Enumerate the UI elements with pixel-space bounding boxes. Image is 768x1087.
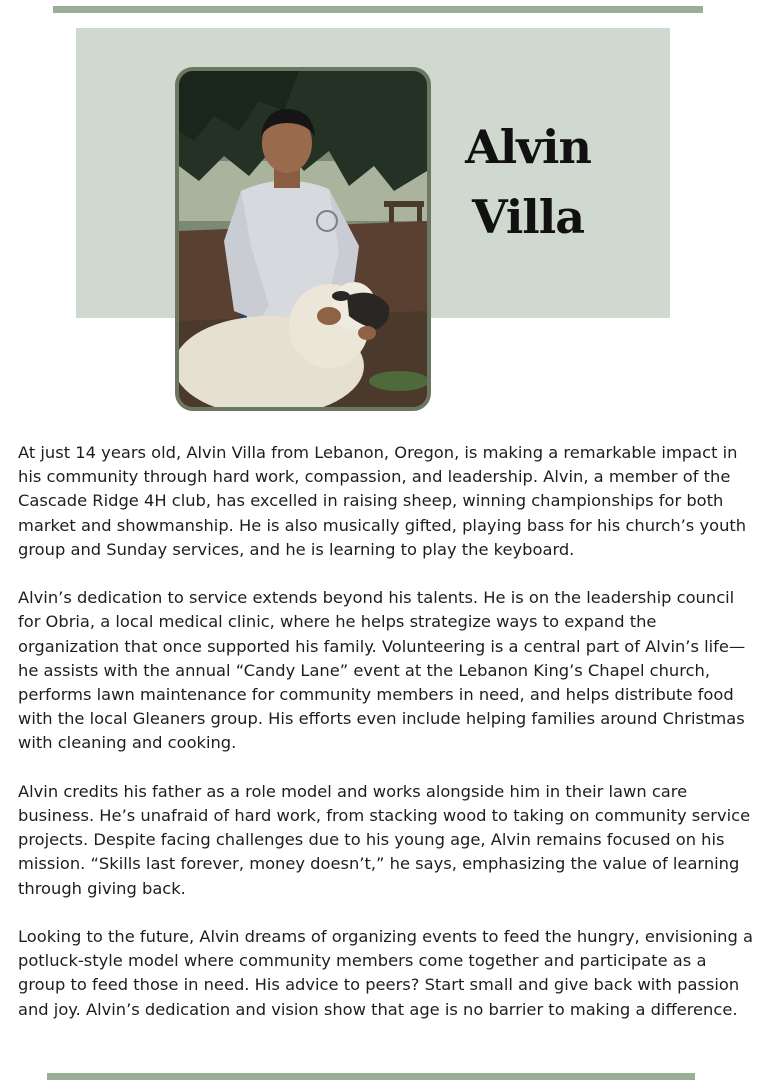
first-name: Alvin (465, 120, 591, 174)
article-paragraph: Alvin’s dedication to service extends beyond his talents. He is on the leadership council for Obria, a local medical clinic, where he helps strategize ways to expand the organization that once supported his family. Volunteering is a central part of Alvin’s life—he assists with the annual “Candy Lane” event at the Lebanon King’s Chapel church, performs lawn maintenance for community members in need, and helps distribute food with the local Gleaners group. His efforts even include helping families around Christmas with cleaning and cooking. (18, 588, 746, 753)
portrait-photo-icon (179, 71, 427, 407)
article-paragraph: At just 14 years old, Alvin Villa from Lebanon, Oregon, is making a remarkable impact in his community through hard work, compassion, and leadership. Alvin, a member of the Cascade Ridge 4H club, has excelled in raising sheep, winning championships for both market and showmanship. He is also musically gifted, playing bass for his church’s youth group and Sunday services, and he is learning to play the keyboard. (18, 443, 747, 559)
profile-photo (175, 67, 431, 411)
top-divider (53, 6, 703, 13)
article-body (18, 441, 754, 1046)
article-paragraph: Looking to the future, Alvin dreams of organizing events to feed the hungry, envisioning a potluck-style model where community members come together and participate as a group to feed those in need. His advice to peers? Start small and give back with passion and joy. Alvin’s dedication and vision show that age is no barrier to making a difference. (18, 927, 753, 1019)
article-paragraph: Alvin credits his father as a role model and works alongside him in their lawn care business. He’s unafraid of hard work, from stacking wood to taking on community service projects. Despite facing challenges due to his young age, Alvin remains focused on his mission. “Skills last forever, money doesn’t,” he says, emphasizing the value of learning through giving back. (18, 781, 751, 898)
last-name: Villa (471, 190, 585, 244)
profile-name (440, 112, 616, 252)
bottom-divider (47, 1073, 695, 1080)
